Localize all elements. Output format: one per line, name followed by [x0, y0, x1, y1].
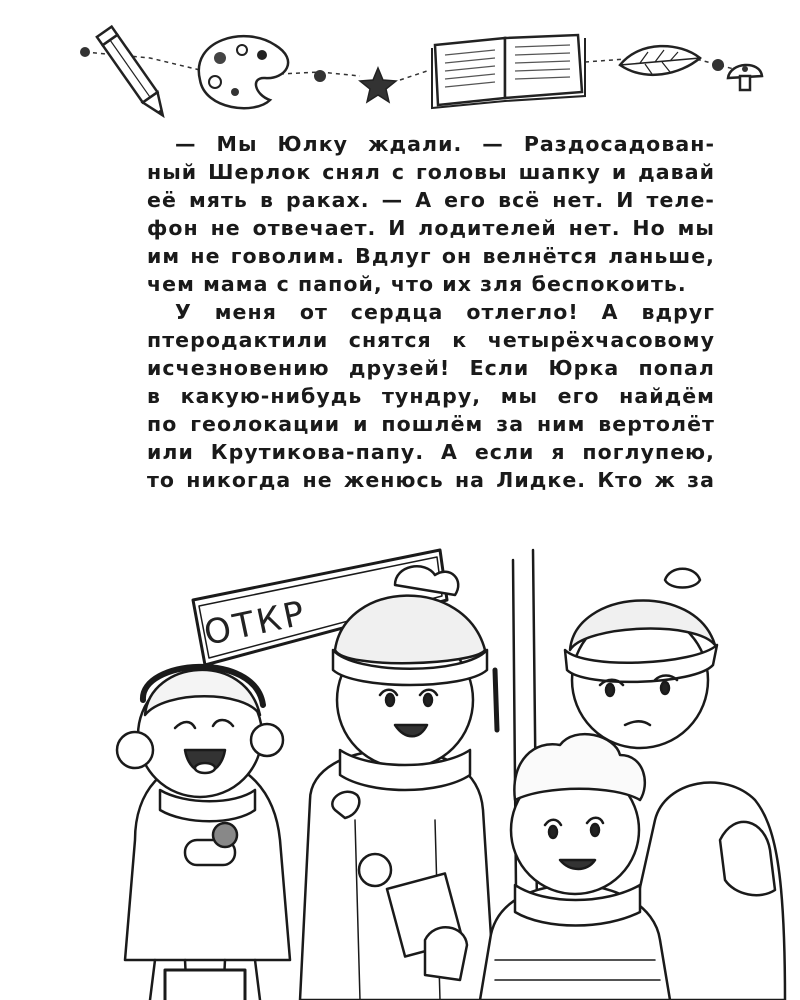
header-decoration: [0, 0, 800, 130]
text-line: птеродактили снятся к четырёхчасовому: [147, 328, 715, 352]
leaf-icon: [620, 46, 700, 75]
text-line: им не говолим. Вдлуг он велнётся ланьше,: [147, 244, 715, 268]
pencil-icon: [97, 27, 170, 121]
berry-dot: [80, 47, 90, 57]
berry-dot: [314, 70, 326, 82]
text-line: или Крутикова-папу. А если я поглупею,: [147, 440, 715, 464]
girl-with-earmuffs: [117, 667, 290, 1000]
paragraph-1: [147, 130, 715, 298]
palette-icon: [199, 36, 288, 108]
text-line: то никогда не женюсь на Лидке. Кто ж за: [147, 468, 715, 492]
sign-text: ОТКР: [200, 593, 311, 654]
children-illustration: [95, 540, 795, 1000]
paragraph-2: [147, 298, 715, 494]
text-line: У меня от сердца отлегло! А вдруг: [175, 300, 715, 324]
text-line: — Мы Юлку ждали. — Раздосадован-: [175, 132, 715, 156]
text-line: в какую-нибудь тундру, мы его найдём: [147, 384, 715, 408]
mushroom-icon: [728, 65, 762, 90]
story-text: [147, 130, 715, 494]
text-line: исчезновению друзей! Если Юрка попал: [147, 356, 715, 380]
door-handle: [495, 670, 497, 730]
text-line: ный Шерлок снял с головы шапку и давай: [147, 160, 715, 184]
text-line: фон не отвечает. И лодителей нет. Но мы: [147, 216, 715, 240]
text-line: её мять в раках. — А его всё нет. И теле-: [147, 188, 715, 212]
star-icon: [360, 68, 396, 102]
book-icon: [432, 35, 585, 108]
text-line: чем мама с папой, что их зля беспокоить.: [147, 272, 687, 296]
berry-dot: [712, 59, 724, 71]
text-line: по геолокации и пошлём за ним вертолёт: [147, 412, 715, 436]
